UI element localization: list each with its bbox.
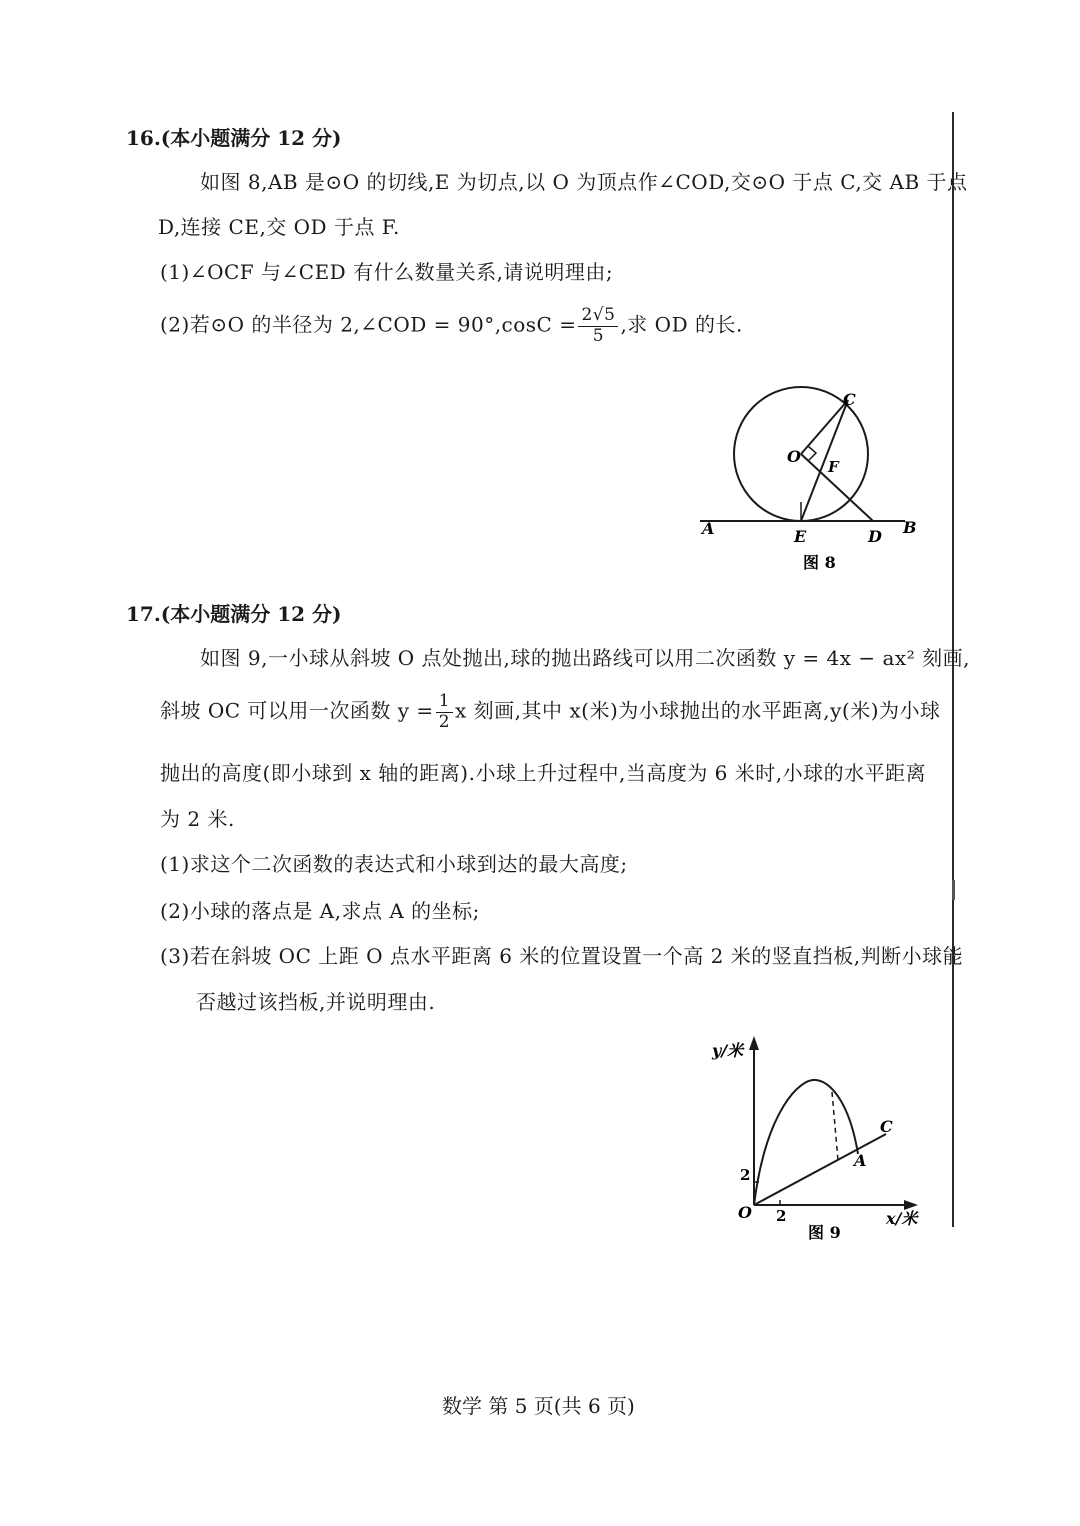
fig8-right-angle-mark: [808, 446, 816, 460]
q17-part-3-line-2: 否越过该挡板,并说明理由.: [196, 990, 436, 1014]
page-footer: 数学 第 5 页(共 6 页): [442, 1394, 635, 1418]
fig8-caption: 图 8: [803, 553, 836, 572]
fig9-dashed-line: [832, 1092, 838, 1160]
fig9-x-axis-label: x/米: [886, 1209, 918, 1228]
q17-part-1: (1)求这个二次函数的表达式和小球到达的最大高度;: [160, 852, 628, 876]
q17-line-4: 为 2 米.: [160, 807, 235, 831]
q16-intro-line-1: 如图 8,AB 是⊙O 的切线,E 为切点,以 O 为顶点作∠COD,交⊙O 于点 C,交 AB 于点: [200, 170, 968, 194]
q17-line-3: 抛出的高度(即小球到 x 轴的距离).小球上升过程中,当高度为 6 米时,小球的水平距离: [160, 761, 927, 785]
q16-title: 16.(本小题满分 12 分): [126, 126, 342, 150]
fig8-segment-oc: [801, 400, 848, 454]
fig8-label-d: D: [868, 527, 882, 546]
q16-intro-line-2: D,连接 CE,交 OD 于点 F.: [158, 215, 400, 239]
figure-8: [690, 380, 930, 580]
q17-slope-fraction: [436, 692, 453, 732]
q17-title: 17.(本小题满分 12 分): [126, 602, 342, 626]
q17-part-3-line-1: (3)若在斜坡 OC 上距 O 点水平距离 6 米的位置设置一个高 2 米的竖直挡板,判断小球能: [160, 944, 964, 968]
q17-line-2-text-b: x 刻画,其中 x(米)为小球抛出的水平距离,y(米)为小球: [455, 698, 941, 723]
q17-line-1: 如图 9,一小球从斜坡 O 点处抛出,球的抛出路线可以用二次函数 y = 4x − ax² 刻画,: [200, 646, 970, 670]
q16-cos-numerator: 2√5: [578, 306, 618, 327]
fig8-label-a: A: [702, 519, 715, 538]
q16-part-2-text-a: (2)若⊙O 的半径为 2,∠COD = 90°,cosC =: [160, 312, 577, 337]
fig9-point-a-label: A: [854, 1151, 867, 1170]
q16-cos-denominator: 5: [592, 325, 605, 346]
page-binding-mark: [952, 880, 955, 900]
fig9-parabola: [754, 1080, 858, 1205]
figure-9: [700, 1030, 940, 1250]
q17-slope-numerator: 1: [436, 692, 453, 713]
q16-part-2: [160, 306, 743, 346]
fig9-y-axis-label: y/米: [712, 1041, 744, 1060]
q17-part-2: (2)小球的落点是 A,求点 A 的坐标;: [160, 899, 480, 923]
q16-part-1: (1)∠OCF 与∠CED 有什么数量关系,请说明理由;: [160, 260, 614, 284]
fig9-caption: 图 9: [808, 1223, 841, 1242]
fig8-label-b: B: [903, 518, 917, 537]
q17-line-2-text-a: 斜坡 OC 可以用一次函数 y =: [160, 698, 434, 723]
q16-part-2-text-b: ,求 OD 的长.: [620, 312, 743, 337]
fig9-x-tick-label: 2: [776, 1207, 787, 1225]
fig8-label-e: E: [794, 527, 807, 546]
fig9-point-c-label: C: [880, 1117, 893, 1136]
fig9-y-tick-label: 2: [740, 1166, 751, 1184]
fig9-y-axis-arrow: [749, 1036, 759, 1050]
fig9-origin-label: O: [738, 1203, 752, 1222]
q17-line-2: [160, 692, 941, 732]
q16-cos-fraction: [578, 306, 618, 346]
fig8-label-f: F: [828, 458, 839, 476]
fig8-label-c: C: [843, 390, 856, 409]
q17-slope-denominator: 2: [438, 711, 451, 732]
fig8-label-o: O: [787, 447, 801, 466]
